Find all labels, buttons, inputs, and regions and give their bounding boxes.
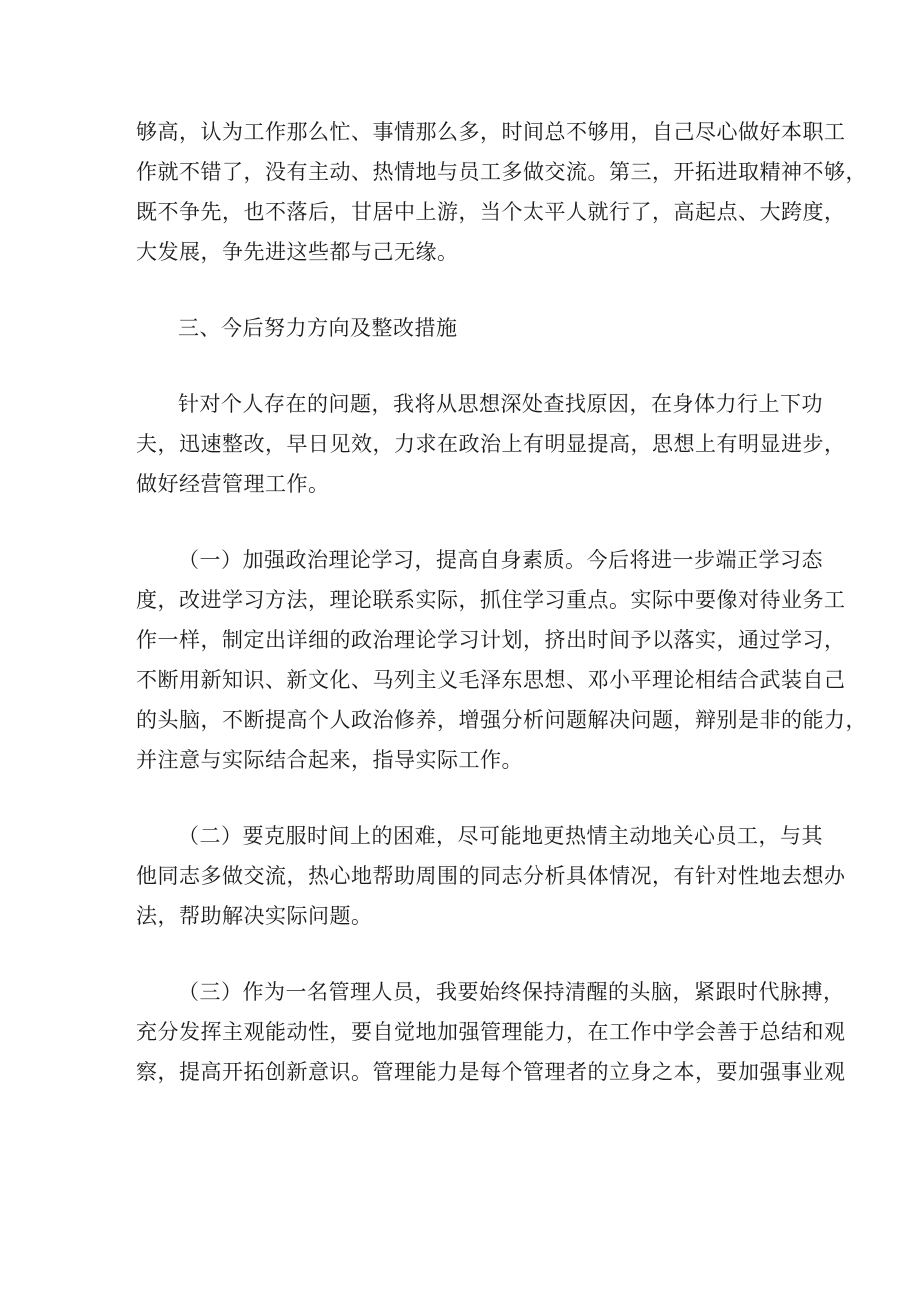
text-line: 作就不错了，没有主动、热情地与员工多做交流。第三，开拓进取精神不够，	[136, 160, 867, 184]
text-line: （一）加强政治理论学习，提高自身素质。今后将进一步端正学习态	[178, 548, 823, 572]
paragraph-continuation	[136, 112, 867, 272]
text-line: 并注意与实际结合起来，指导实际工作。	[136, 748, 523, 772]
text-line: 充分发挥主观能动性，要自觉地加强管理能力，在工作中学会善于总结和观	[136, 1020, 846, 1044]
paragraph-item-2	[136, 816, 846, 936]
text-line: 针对个人存在的问题，我将从思想深处查找原因，在身体力行上下功	[178, 392, 823, 416]
text-line: （二）要克服时间上的困难，尽可能地更热情主动地关心员工，与其	[178, 824, 823, 848]
text-line: 察，提高开拓创新意识。管理能力是每个管理者的立身之本，要加强事业观	[136, 1060, 846, 1084]
paragraph-intro	[136, 384, 846, 504]
document-body	[136, 112, 867, 1128]
paragraph-item-3	[136, 972, 846, 1092]
text-line: 的头脑，不断提高个人政治修养，增强分析问题解决问题，辩别是非的能力，	[136, 708, 867, 732]
section-heading-text: 三、今后努力方向及整改措施	[178, 316, 458, 340]
text-line: （三）作为一名管理人员，我要始终保持清醒的头脑，紧跟时代脉搏，	[178, 980, 845, 1004]
text-line: 够高，认为工作那么忙、事情那么多，时间总不够用，自己尽心做好本职工	[136, 120, 846, 144]
text-line: 度，改进学习方法，理论联系实际，抓住学习重点。实际中要像对待业务工	[136, 588, 846, 612]
text-line: 法，帮助解决实际问题。	[136, 904, 373, 928]
text-line: 既不争先，也不落后，甘居中上游，当个太平人就行了，高起点、大跨度，	[136, 200, 846, 224]
text-line: 夫，迅速整改，早日见效，力求在政治上有明显提高，思想上有明显进步，	[136, 432, 846, 456]
text-line: 作一样，制定出详细的政治理论学习计划，挤出时间予以落实，通过学习，	[136, 628, 846, 652]
section-heading	[136, 308, 796, 348]
text-line: 做好经营管理工作。	[136, 472, 330, 496]
paragraph-item-1	[136, 540, 867, 780]
text-line: 他同志多做交流，热心地帮助周围的同志分析具体情况，有针对性地去想办	[136, 864, 846, 888]
text-line: 大发展，争先进这些都与己无缘。	[136, 240, 459, 264]
text-line: 不断用新知识、新文化、马列主义毛泽东思想、邓小平理论相结合武装自己	[136, 668, 846, 692]
